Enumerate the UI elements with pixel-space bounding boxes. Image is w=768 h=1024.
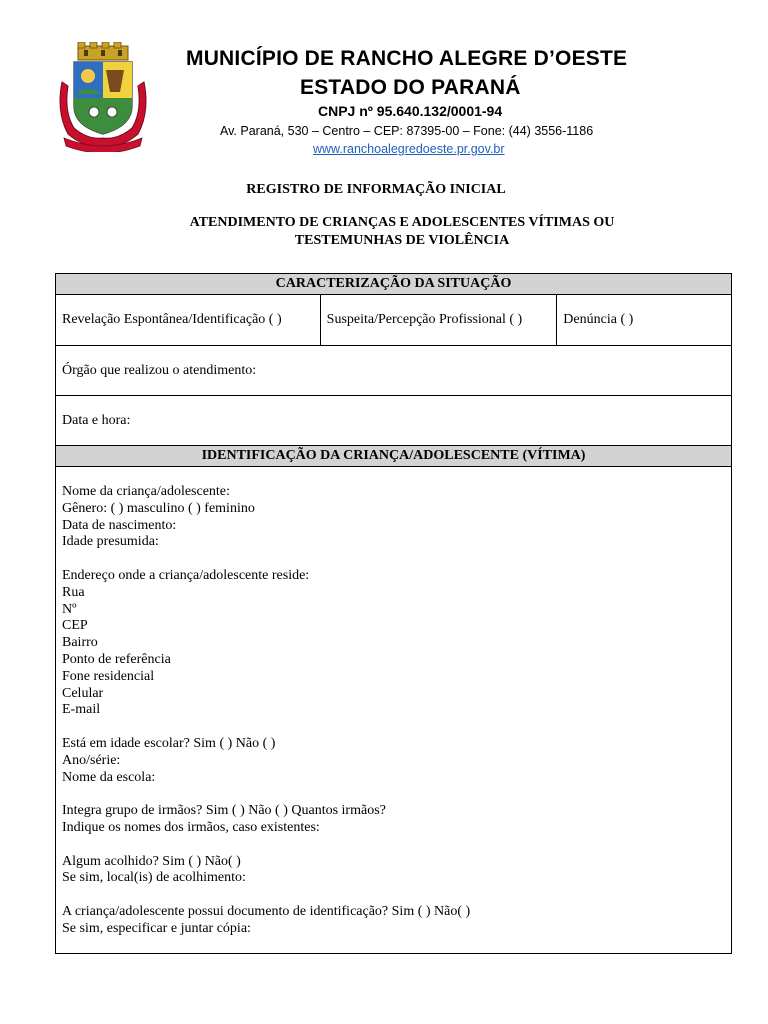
spacer xyxy=(62,837,725,854)
document-subtitle-line2: TESTEMUNHAS DE VIOLÊNCIA xyxy=(294,233,510,248)
spacer xyxy=(62,719,725,736)
spacer xyxy=(62,786,725,803)
form-field-line[interactable]: E-mail xyxy=(62,702,101,718)
option-suspeita-percepcao[interactable]: Suspeita/Percepção Profissional ( ) xyxy=(320,295,557,346)
field-data-hora[interactable]: Data e hora: xyxy=(56,396,732,446)
form-field-line[interactable]: Idade presumida: xyxy=(62,534,159,550)
option-denuncia[interactable]: Denúncia ( ) xyxy=(557,295,732,346)
section-heading-identificacao: IDENTIFICAÇÃO DA CRIANÇA/ADOLESCENTE (VÍTIMA) xyxy=(56,446,732,467)
form-field-line[interactable]: Indique os nomes dos irmãos, caso existentes: xyxy=(62,819,320,835)
coat-of-arms-icon xyxy=(54,42,152,152)
form-field-line[interactable]: Endereço onde a criança/adolescente reside: xyxy=(62,567,310,583)
website-link[interactable]: www.ranchoalegredoeste.pr.gov.br xyxy=(313,142,505,156)
option-revelacao-espontanea[interactable]: Revelação Espontânea/Identificação ( ) xyxy=(56,295,321,346)
form-field-line[interactable]: Está em idade escolar? Sim ( ) Não ( ) xyxy=(62,735,276,751)
form-field-line[interactable]: Fone residencial xyxy=(62,668,155,684)
state-title: ESTADO DO PARANÁ xyxy=(300,76,521,99)
form-field-line[interactable]: Nome da criança/adolescente: xyxy=(62,484,230,499)
identification-fields xyxy=(56,467,732,954)
form-field-line[interactable]: Nome da escola: xyxy=(62,769,156,785)
field-orgao-atendimento[interactable]: Órgão que realizou o atendimento: xyxy=(56,346,732,396)
form-field-line[interactable]: Celular xyxy=(62,685,104,701)
form-field-line[interactable]: Rua xyxy=(62,584,85,600)
form-field-line[interactable]: Algum acolhido? Sim ( ) Não( ) xyxy=(62,853,241,869)
form-table xyxy=(55,273,732,954)
form-field-line[interactable]: CEP xyxy=(62,618,88,634)
form-field-line[interactable]: Se sim, local(is) de acolhimento: xyxy=(62,870,246,886)
form-field-line[interactable]: A criança/adolescente possui documento de identificação? Sim ( ) Não( ) xyxy=(62,903,471,919)
cnpj-text: CNPJ nº 95.640.132/0001-94 xyxy=(318,103,503,119)
form-field-line[interactable]: Ano/série: xyxy=(62,752,121,768)
spacer xyxy=(62,551,725,568)
section-heading-caracterizacao: CARACTERIZAÇÃO DA SITUAÇÃO xyxy=(56,274,732,295)
municipality-title: MUNICÍPIO DE RANCHO ALEGRE D’OESTE xyxy=(186,47,628,70)
document-title: REGISTRO DE INFORMAÇÃO INICIAL xyxy=(246,182,506,197)
form-field-line[interactable]: Nº xyxy=(62,601,77,617)
form-field-line[interactable]: Ponto de referência xyxy=(62,651,171,667)
form-field-line[interactable]: Gênero: ( ) masculino ( ) feminino xyxy=(62,500,255,516)
form-field-line[interactable]: Data de nascimento: xyxy=(62,517,177,533)
address-text: Av. Paraná, 530 – Centro – CEP: 87395-00 – Fone: (44) 3556-1186 xyxy=(220,124,594,138)
form-field-line[interactable]: Bairro xyxy=(62,635,98,651)
form-field-line[interactable]: Se sim, especificar e juntar cópia: xyxy=(62,920,251,936)
document-subtitle-line1: ATENDIMENTO DE CRIANÇAS E ADOLESCENTES VÍTIMAS OU xyxy=(189,215,615,230)
form-field-line[interactable]: Integra grupo de irmãos? Sim ( ) Não ( ) Quantos irmãos? xyxy=(62,803,386,819)
spacer xyxy=(62,887,725,904)
